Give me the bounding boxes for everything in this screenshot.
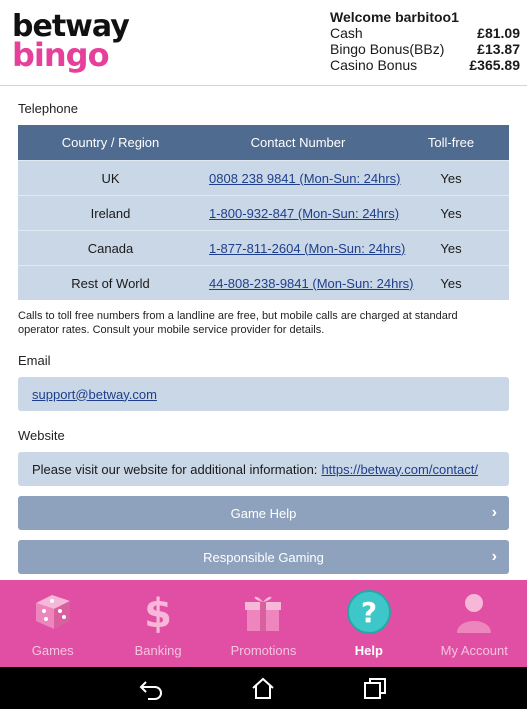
recent-apps-icon[interactable] (362, 676, 388, 700)
nav-label: Banking (134, 643, 182, 658)
nav-promotions[interactable] (211, 580, 316, 667)
table-row (18, 160, 509, 195)
table-row (18, 230, 509, 265)
website-link[interactable]: https://betway.com/contact/ (321, 461, 478, 477)
nav-label: Help (354, 643, 383, 658)
nav-label: Games (31, 643, 74, 658)
nav-games[interactable] (0, 580, 105, 667)
balance-cash (330, 25, 520, 41)
email-link[interactable]: support@betway.com (32, 386, 157, 402)
website-text: Please visit our website for additional information: (32, 461, 318, 477)
dice-icon (30, 589, 76, 635)
email-box (18, 377, 509, 411)
game-help-label: Game Help (230, 505, 297, 521)
toll-free-cell: Yes (440, 240, 462, 256)
svg-text:?: ? (360, 596, 377, 629)
balance-amount: £365.89 (469, 57, 520, 73)
telephone-table (18, 125, 509, 300)
column-header: Toll-free (427, 135, 475, 150)
balance-casino-bonus (330, 57, 520, 73)
website-box (18, 452, 509, 486)
region-cell: UK (101, 170, 120, 186)
table-row (18, 195, 509, 230)
toll-free-note: Calls to toll free numbers from a landline are free, but mobile calls are charged at standard operator rates. Consult your mobile service provider for details. (18, 310, 458, 336)
balance-label: Casino Bonus (330, 57, 418, 73)
gift-icon (240, 589, 286, 635)
nav-label: Promotions (230, 643, 297, 658)
help-content[interactable] (0, 87, 527, 580)
phone-link[interactable]: 44-808-238-9841 (Mon-Sun: 24hrs) (209, 275, 414, 291)
welcome-text: Welcome barbitoo1 (330, 9, 459, 25)
phone-link[interactable]: 1-877-811-2604 (Mon-Sun: 24hrs) (209, 240, 406, 256)
svg-text:$: $ (144, 591, 172, 637)
account-summary (330, 9, 520, 73)
table-header (18, 125, 509, 160)
region-cell: Canada (87, 240, 134, 256)
toll-free-cell: Yes (440, 170, 462, 186)
logo-betway-text: betway (12, 9, 129, 44)
user-icon (451, 589, 497, 635)
system-navigation-bar (0, 667, 527, 709)
table-row (18, 265, 509, 300)
home-icon[interactable] (250, 676, 276, 700)
region-cell: Rest of World (71, 275, 150, 291)
telephone-heading: Telephone (18, 101, 78, 116)
responsible-gaming-label: Responsible Gaming (203, 549, 324, 565)
back-icon[interactable] (138, 676, 164, 700)
chevron-right-icon: › (491, 548, 497, 565)
bottom-nav (0, 580, 527, 667)
nav-banking[interactable] (105, 580, 210, 667)
question-icon (346, 589, 392, 635)
column-header: Country / Region (61, 135, 160, 150)
balance-amount: £13.87 (477, 41, 520, 57)
column-header: Contact Number (250, 135, 346, 150)
balance-label: Cash (330, 25, 363, 41)
app-header (0, 0, 527, 86)
nav-my-account[interactable] (422, 580, 527, 667)
chevron-right-icon: › (491, 504, 497, 521)
email-heading: Email (18, 353, 51, 368)
nav-help[interactable] (316, 580, 421, 667)
website-heading: Website (18, 428, 65, 443)
toll-free-cell: Yes (440, 275, 462, 291)
phone-link[interactable]: 0808 238 9841 (Mon-Sun: 24hrs) (209, 170, 401, 186)
nav-label: My Account (440, 643, 508, 658)
dollar-icon (135, 589, 181, 635)
phone-link[interactable]: 1-800-932-847 (Mon-Sun: 24hrs) (209, 205, 400, 221)
balance-bingo-bonus (330, 41, 520, 57)
balance-label: Bingo Bonus(BBz) (330, 41, 445, 57)
betway-bingo-logo[interactable] (12, 9, 129, 74)
toll-free-cell: Yes (440, 205, 462, 221)
balance-amount: £81.09 (477, 25, 520, 41)
logo-bingo-text: bingo (12, 36, 109, 74)
responsible-gaming-button[interactable] (18, 540, 509, 574)
game-help-button[interactable] (18, 496, 509, 530)
region-cell: Ireland (90, 205, 131, 221)
